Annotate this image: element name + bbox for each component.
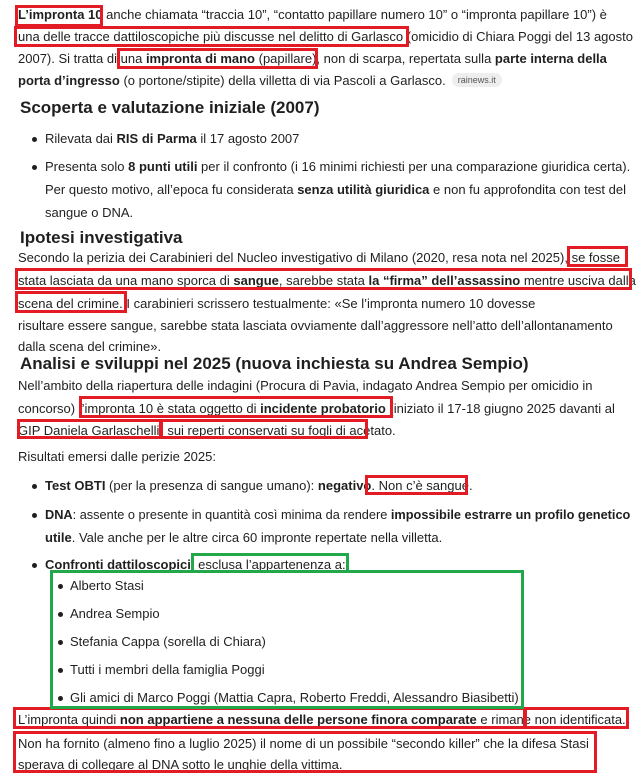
bullet [58, 612, 63, 617]
list-item-obti: Test OBTI (per la presenza di sangue umano): negativo. Non c’è sangue. [45, 478, 473, 493]
paragraph-line: Nell’ambito della riapertura delle indagini (Procura di Pavia, indagato Andrea Sempio per omicidio in [18, 378, 593, 393]
excluded-person: Gli amici di Marco Poggi (Mattia Capra, Roberto Freddi, Alessandro Biasibetti) [70, 690, 519, 705]
list-item-continuation: utile. Vale anche per le altre circa 60 impronte repertate nella villetta. [45, 530, 443, 545]
section-heading-analysis-2025: Analisi e sviluppi nel 2025 (nuova inchiesta su Andrea Sempio) [20, 354, 529, 373]
intro-line-2: una delle tracce dattiloscopiche più discusse nel delitto di Garlasco (omicidio di Chiara Poggi del 13 agosto [18, 29, 633, 44]
paragraph-line: Secondo la perizia dei Carabinieri del Nucleo investigativo di Milano (2020, resa nota nel 2025), se fosse [18, 250, 620, 265]
bullet [32, 137, 37, 142]
conclusion-line: sperava di collegare al DNA sotto le unghie della vittima. [18, 757, 343, 772]
paragraph-line: dalla scena del crimine». [18, 339, 162, 354]
bullet [58, 696, 63, 701]
bullet [32, 513, 37, 518]
source-badge[interactable]: rainews.it [452, 73, 502, 87]
intro-line-3: 2007). Si tratta di una impronta di mano (papillare), non di scarpa, repertata sulla parte interna della [18, 51, 607, 66]
list-item-dna: DNA: assente o presente in quantità così minima da rendere impossibile estrarre un profilo genetico [45, 507, 631, 522]
bullet [58, 640, 63, 645]
conclusion-line: L’impronta quindi non appartiene a nessuna delle persone finora comparate e rimane non identificata. [18, 712, 626, 727]
paragraph-line: risultare essere sangue, sarebbe stata lasciata ovviamente dall’aggressore nell’atto dell’allontanamento [18, 318, 613, 333]
paragraph-line: concorso) l’impronta 10 è stata oggetto di incidente probatorio (iniziato il 17-18 giugno 2025 davanti al [18, 401, 615, 416]
section-heading-hypothesis: Ipotesi investigativa [20, 228, 183, 247]
list-item-comparisons: Confronti dattiloscopici: esclusa l’appartenenza a: [45, 557, 346, 572]
bullet [32, 165, 37, 170]
bullet [32, 563, 37, 568]
list-item: Presenta solo 8 punti utili per il confronto (i 16 minimi richiesti per una comparazione giuridica certa). [45, 159, 631, 174]
excluded-person: Andrea Sempio [70, 606, 160, 621]
bullet [58, 668, 63, 673]
section-heading-discovery: Scoperta e valutazione iniziale (2007) [20, 98, 320, 117]
excluded-person: Tutti i membri della famiglia Poggi [70, 662, 265, 677]
intro-line-1: L’impronta 10 anche chiamata “traccia 10”, “contatto papillare numero 10” o “impronta papillare 10”) è [18, 7, 607, 22]
paragraph-line: GIP Daniela Garlaschelli) sui reperti conservati su fogli di acetato. [18, 423, 396, 438]
conclusion-line: Non ha fornito (almeno fino a luglio 2025) il nome di un possibile “secondo killer” che la difesa Stasi [18, 736, 589, 751]
results-intro: Risultati emersi dalle perizie 2025: [18, 449, 216, 464]
list-item-continuation: sangue o DNA. [45, 205, 134, 220]
paragraph-line: scena del crimine. I carabinieri scrissero testualmente: «Se l’impronta numero 10 dovesse [18, 296, 536, 311]
bullet [32, 484, 37, 489]
excluded-person: Stefania Cappa (sorella di Chiara) [70, 634, 266, 649]
excluded-person: Alberto Stasi [70, 578, 144, 593]
bullet [58, 584, 63, 589]
paragraph-line: stata lasciata da una mano sporca di sangue, sarebbe stata la “firma” dell’assassino mentre usciva dalla [18, 273, 636, 288]
list-item-continuation: Per questo motivo, all’epoca fu considerata senza utilità giuridica e non fu approfondita con test del [45, 182, 626, 197]
intro-line-4: porta d’ingresso (o portone/stipite) della villetta di via Pascoli a Garlasco. rainews.it [18, 68, 502, 94]
list-item: Rilevata dai RIS di Parma il 17 agosto 2007 [45, 131, 300, 146]
